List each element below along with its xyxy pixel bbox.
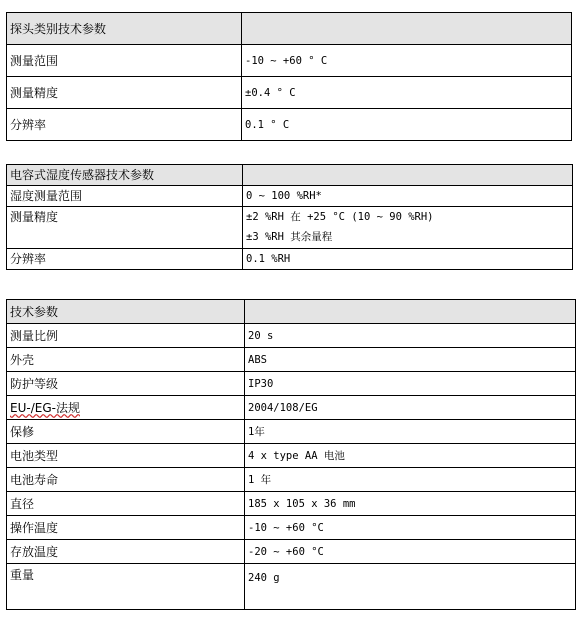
row-value-multiline — [243, 207, 573, 249]
row-label: 测量范围 — [7, 45, 242, 77]
table-row — [7, 249, 573, 270]
table-row — [7, 186, 573, 207]
table-header-row — [7, 165, 573, 186]
row-label: 电池类型 — [7, 444, 245, 468]
table-row — [7, 492, 576, 516]
row-label: 测量精度 — [7, 207, 243, 249]
row-value: -10 ~ +60 ° C — [242, 45, 572, 77]
table-row — [7, 444, 576, 468]
probe-spec-table — [6, 12, 572, 141]
table-row — [7, 540, 576, 564]
row-label: 分辨率 — [7, 109, 242, 141]
table-header-row — [7, 300, 576, 324]
row-label: 分辨率 — [7, 249, 243, 270]
row-label: 直径 — [7, 492, 245, 516]
row-label: 存放温度 — [7, 540, 245, 564]
regulation-label: EU-/EG-法规 — [10, 400, 80, 415]
table-header-row — [7, 13, 572, 45]
row-value: -10 ~ +60 °C — [245, 516, 576, 540]
row-label: 重量 — [7, 564, 245, 610]
row-value: ±0.4 ° C — [242, 77, 572, 109]
row-value: 2004/108/EG — [245, 396, 576, 420]
row-value: 0 ~ 100 %RH* — [243, 186, 573, 207]
table-row — [7, 396, 576, 420]
row-value: 0.1 %RH — [243, 249, 573, 270]
row-label: 测量精度 — [7, 77, 242, 109]
table-header-empty — [242, 13, 572, 45]
row-label: 湿度测量范围 — [7, 186, 243, 207]
table-row — [7, 372, 576, 396]
table-row — [7, 516, 576, 540]
table-row — [7, 45, 572, 77]
row-label: 操作温度 — [7, 516, 245, 540]
table-row — [7, 468, 576, 492]
table-header-empty — [245, 300, 576, 324]
table-row — [7, 109, 572, 141]
table-row — [7, 564, 576, 610]
row-value: ABS — [245, 348, 576, 372]
table-row — [7, 207, 573, 249]
technical-spec-table — [6, 299, 576, 610]
row-label — [7, 396, 245, 420]
row-value-line-1: ±2 %RH 在 +25 °C (10 ~ 90 %RH) — [246, 211, 434, 223]
table-row — [7, 348, 576, 372]
row-value: 240 g — [245, 564, 576, 610]
row-value: 185 x 105 x 36 mm — [245, 492, 576, 516]
humidity-spec-table — [6, 164, 573, 270]
row-value: 1 年 — [245, 468, 576, 492]
table-row — [7, 324, 576, 348]
table-header-label: 技术参数 — [7, 300, 245, 324]
table-row — [7, 77, 572, 109]
row-value: 20 s — [245, 324, 576, 348]
row-label: 测量比例 — [7, 324, 245, 348]
row-label: 电池寿命 — [7, 468, 245, 492]
row-label: 保修 — [7, 420, 245, 444]
row-label: 外壳 — [7, 348, 245, 372]
row-value: 0.1 ° C — [242, 109, 572, 141]
table-header-empty — [243, 165, 573, 186]
table-header-label: 探头类别技术参数 — [7, 13, 242, 45]
row-value: 4 x type AA 电池 — [245, 444, 576, 468]
row-value: -20 ~ +60 °C — [245, 540, 576, 564]
row-value-line-2: ±3 %RH 其余量程 — [246, 231, 333, 243]
row-value: IP30 — [245, 372, 576, 396]
table-row — [7, 420, 576, 444]
row-label: 防护等级 — [7, 372, 245, 396]
row-value: 1年 — [245, 420, 576, 444]
table-header-label: 电容式湿度传感器技术参数 — [7, 165, 243, 186]
